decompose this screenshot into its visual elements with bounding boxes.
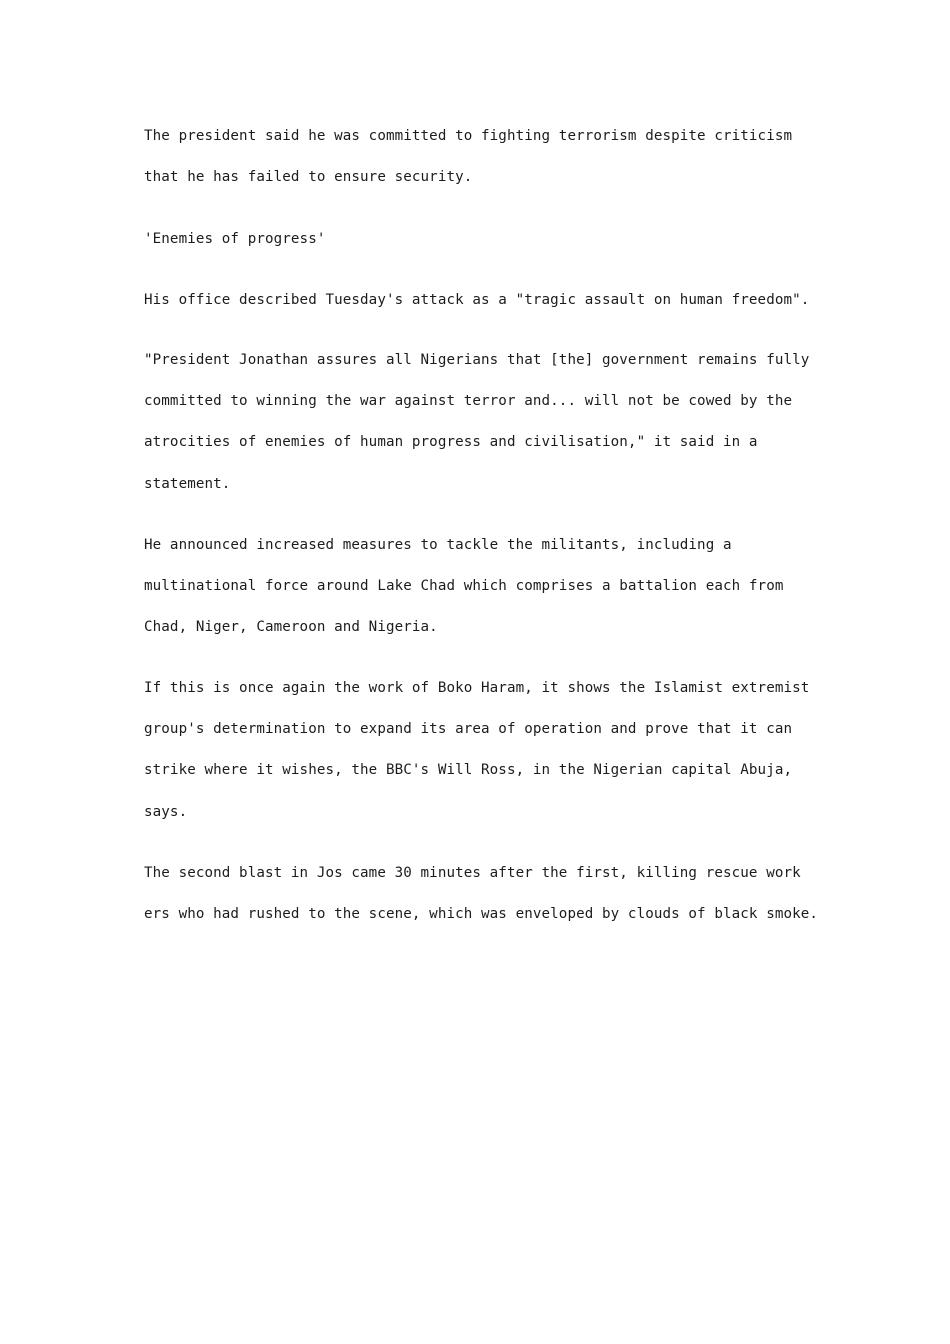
text-line: multinational force around Lake Chad which comprises a battalion each from (144, 578, 784, 595)
paragraph-boko-haram (144, 668, 824, 833)
text-line: His office described Tuesday's attack as a "tragic assault on human freedom". (144, 292, 810, 308)
text-line: "President Jonathan assures all Nigerians that [the] government remains fully (144, 352, 810, 368)
text-line: The president said he was committed to fighting terrorism despite criticism (144, 128, 793, 144)
paragraph-increased-measures (144, 525, 824, 649)
text-line: He announced increased measures to tackle the militants, including a (144, 537, 732, 553)
text-line: strike where it wishes, the BBC's Will Ross, in the Nigerian capital Abuja, (144, 762, 793, 779)
heading-line: 'Enemies of progress' (144, 231, 326, 247)
text-line: says. (144, 803, 188, 820)
text-line: ers who had rushed to the scene, which was enveloped by clouds of black smoke. (144, 906, 819, 923)
text-line: group's determination to expand its area of operation and prove that it can (144, 721, 793, 738)
paragraph-quote (144, 340, 824, 505)
paragraph-second-blast (144, 853, 824, 935)
text-line: If this is once again the work of Boko Haram, it shows the Islamist extremist (144, 680, 810, 696)
paragraph-president-committed (144, 116, 824, 198)
text-line: committed to winning the war against terror and... will not be cowed by the (144, 393, 793, 410)
text-line: The second blast in Jos came 30 minutes after the first, killing rescue work (144, 865, 801, 881)
section-heading (144, 219, 824, 260)
text-line: Chad, Niger, Cameroon and Nigeria. (144, 619, 438, 636)
text-line: atrocities of enemies of human progress and civilisation," it said in a (144, 434, 758, 451)
text-line: that he has failed to ensure security. (144, 169, 473, 186)
text-line: statement. (144, 475, 231, 492)
paragraph-office-described (144, 280, 824, 321)
